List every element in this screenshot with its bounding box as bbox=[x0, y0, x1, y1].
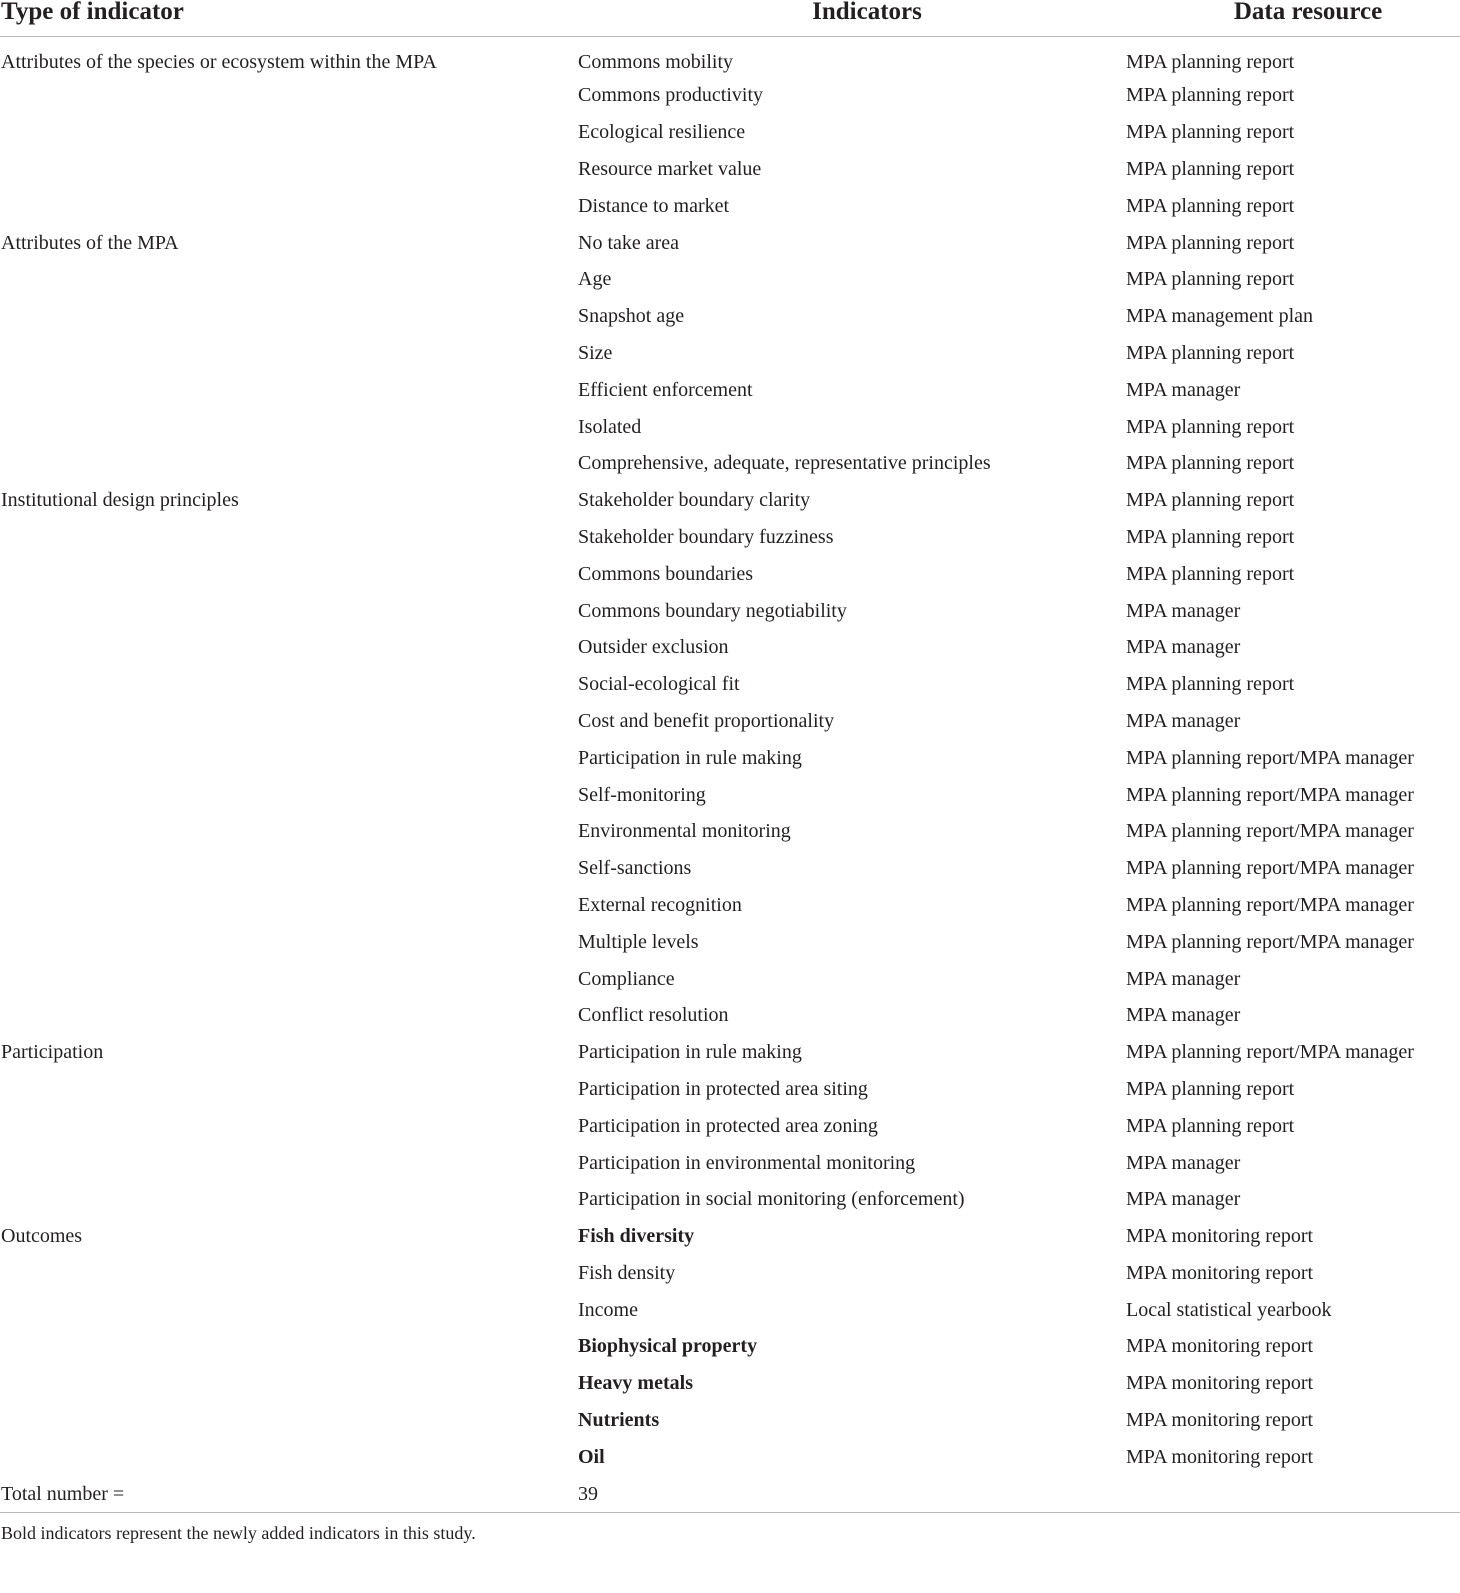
indicator-type-cell bbox=[0, 1291, 578, 1328]
indicator-cell: Stakeholder boundary fuzziness bbox=[578, 525, 834, 548]
data-resource-cell: MPA planning report/MPA manager bbox=[1126, 930, 1414, 953]
indicator-type-cell bbox=[0, 187, 578, 224]
indicator-cell: Outsider exclusion bbox=[578, 636, 729, 659]
table-row bbox=[0, 960, 1460, 997]
table-row bbox=[0, 37, 1460, 78]
data-resource-cell: MPA management plan bbox=[1126, 305, 1314, 328]
indicator-cell: Social-ecological fit bbox=[578, 673, 740, 696]
indicator-type-cell bbox=[0, 887, 578, 924]
indicator-cell: Isolated bbox=[578, 415, 642, 438]
indicator-type-cell: Participation bbox=[1, 1041, 104, 1064]
data-resource-cell: MPA monitoring report bbox=[1126, 1225, 1314, 1248]
table-row bbox=[0, 482, 1460, 519]
indicator-cell: Ecological resilience bbox=[578, 121, 746, 144]
data-resource-cell: MPA planning report bbox=[1126, 1114, 1295, 1137]
indicator-type-cell bbox=[0, 555, 578, 592]
indicator-type-cell bbox=[0, 1328, 578, 1365]
data-resource-cell: MPA planning report/MPA manager bbox=[1126, 746, 1414, 769]
indicator-type-cell bbox=[0, 1438, 578, 1475]
data-resource-cell: MPA planning report bbox=[1126, 1077, 1295, 1100]
table-row bbox=[0, 445, 1460, 482]
indicator-cell: Conflict resolution bbox=[578, 1004, 729, 1027]
indicator-type-cell bbox=[0, 298, 578, 335]
table-row bbox=[0, 1328, 1460, 1365]
table-row bbox=[0, 1218, 1460, 1255]
data-resource-cell: MPA planning report bbox=[1126, 157, 1295, 180]
data-resource-cell: MPA planning report/MPA manager bbox=[1126, 1041, 1414, 1064]
table-row bbox=[0, 776, 1460, 813]
data-resource-cell: MPA monitoring report bbox=[1126, 1372, 1314, 1395]
indicator-type-cell bbox=[0, 408, 578, 445]
column-header-type: Type of indicator bbox=[0, 0, 578, 37]
indicator-type-cell bbox=[0, 960, 578, 997]
indicator-cell: Participation in environmental monitoring bbox=[578, 1151, 916, 1174]
table-row bbox=[0, 887, 1460, 924]
indicator-type-cell bbox=[0, 923, 578, 960]
data-resource-cell: MPA manager bbox=[1126, 1004, 1241, 1027]
table-row bbox=[0, 1402, 1460, 1439]
indicator-type-cell bbox=[0, 335, 578, 372]
indicator-cell: Multiple levels bbox=[578, 930, 699, 953]
indicator-type-cell bbox=[0, 813, 578, 850]
table-row bbox=[0, 408, 1460, 445]
table-row bbox=[0, 997, 1460, 1034]
data-resource-cell: MPA manager bbox=[1126, 1188, 1241, 1211]
indicator-cell: Size bbox=[578, 341, 613, 364]
table-row bbox=[0, 298, 1460, 335]
indicator-type-cell bbox=[0, 776, 578, 813]
table-row bbox=[0, 371, 1460, 408]
table-row bbox=[0, 555, 1460, 592]
indicator-type-cell bbox=[0, 592, 578, 629]
data-resource-cell: MPA monitoring report bbox=[1126, 1261, 1314, 1284]
indicator-type-cell: Institutional design principles bbox=[1, 489, 239, 512]
indicator-cell: Participation in rule making bbox=[578, 1041, 802, 1064]
indicator-type-cell bbox=[0, 114, 578, 151]
indicator-cell: Self-sanctions bbox=[578, 857, 692, 880]
table-row bbox=[0, 813, 1460, 850]
data-resource-cell: MPA planning report bbox=[1126, 121, 1295, 144]
table-header bbox=[0, 0, 1460, 37]
indicator-cell: Resource market value bbox=[578, 157, 762, 180]
table-row bbox=[0, 224, 1460, 261]
indicator-type-cell: Attributes of the MPA bbox=[1, 231, 179, 254]
data-resource-cell: MPA planning report bbox=[1126, 231, 1295, 254]
table-row bbox=[0, 1144, 1460, 1181]
indicator-type-cell: Attributes of the species or ecosystem within the MPA bbox=[1, 51, 437, 73]
data-resource-cell: MPA manager bbox=[1126, 378, 1241, 401]
column-header-resource: Data resource bbox=[1126, 0, 1460, 37]
data-resource-cell: MPA planning report bbox=[1126, 51, 1295, 73]
indicator-cell: Age bbox=[578, 268, 612, 291]
data-resource-cell: MPA planning report/MPA manager bbox=[1126, 783, 1414, 806]
indicator-cell: Environmental monitoring bbox=[578, 820, 791, 843]
data-resource-cell: MPA planning report/MPA manager bbox=[1126, 857, 1414, 880]
data-resource-cell: MPA planning report bbox=[1126, 194, 1295, 217]
indicator-type-cell bbox=[0, 371, 578, 408]
indicator-type-cell bbox=[0, 629, 578, 666]
table-footnote: Bold indicators represent the newly added indicators in this study. bbox=[1, 1523, 476, 1544]
data-resource-cell: MPA planning report bbox=[1126, 268, 1295, 291]
table-row bbox=[0, 592, 1460, 629]
indicator-cell: Heavy metals bbox=[578, 1372, 693, 1395]
indicator-cell: Participation in protected area zoning bbox=[578, 1114, 878, 1137]
indicator-type-cell bbox=[0, 519, 578, 556]
indicator-cell: Distance to market bbox=[578, 194, 730, 217]
data-resource-cell: MPA planning report bbox=[1126, 415, 1295, 438]
data-resource-cell: MPA planning report/MPA manager bbox=[1126, 893, 1414, 916]
data-resource-cell: MPA planning report bbox=[1126, 341, 1295, 364]
total-label: Total number = bbox=[0, 1475, 578, 1512]
table-row bbox=[0, 261, 1460, 298]
indicator-type-cell bbox=[0, 703, 578, 740]
total-empty-cell bbox=[1126, 1475, 1460, 1512]
table-row bbox=[0, 1291, 1460, 1328]
indicator-cell: Oil bbox=[578, 1445, 605, 1468]
indicator-cell: Commons productivity bbox=[578, 84, 763, 107]
indicator-type-cell bbox=[0, 1071, 578, 1108]
indicator-cell: Comprehensive, adequate, representative principles bbox=[578, 452, 991, 475]
column-header-indicators: Indicators bbox=[578, 0, 1126, 37]
table-row bbox=[0, 335, 1460, 372]
header-row bbox=[0, 0, 1460, 37]
data-resource-cell: MPA monitoring report bbox=[1126, 1335, 1314, 1358]
table-row bbox=[0, 519, 1460, 556]
table-row bbox=[0, 1365, 1460, 1402]
indicator-cell: Compliance bbox=[578, 967, 675, 990]
total-row bbox=[0, 1475, 1460, 1512]
indicator-type-cell bbox=[0, 850, 578, 887]
indicator-cell: Income bbox=[578, 1298, 638, 1321]
total-value: 39 bbox=[578, 1475, 1126, 1512]
data-resource-cell: MPA manager bbox=[1126, 636, 1241, 659]
indicator-type-cell bbox=[0, 1144, 578, 1181]
data-resource-cell: MPA monitoring report bbox=[1126, 1409, 1314, 1432]
table-row bbox=[0, 1438, 1460, 1475]
indicator-cell: Cost and benefit proportionality bbox=[578, 709, 835, 732]
indicator-cell: Biophysical property bbox=[578, 1335, 758, 1358]
data-resource-cell: MPA planning report bbox=[1126, 489, 1295, 512]
data-resource-cell: MPA planning report bbox=[1126, 525, 1295, 548]
table-row bbox=[0, 666, 1460, 703]
indicator-cell: Fish diversity bbox=[578, 1225, 695, 1248]
table-row bbox=[0, 1255, 1460, 1292]
indicator-type-cell bbox=[0, 1255, 578, 1292]
indicator-type-cell bbox=[0, 1107, 578, 1144]
data-resource-cell: MPA manager bbox=[1126, 709, 1241, 732]
data-resource-cell: MPA planning report bbox=[1126, 452, 1295, 475]
table-row bbox=[0, 923, 1460, 960]
indicator-type-cell bbox=[0, 1365, 578, 1402]
indicator-cell: Nutrients bbox=[578, 1409, 660, 1432]
indicator-type-cell bbox=[0, 1402, 578, 1439]
indicator-cell: Commons mobility bbox=[578, 51, 734, 73]
indicator-type-cell: Outcomes bbox=[1, 1225, 83, 1248]
indicator-type-cell bbox=[0, 261, 578, 298]
indicator-cell: Stakeholder boundary clarity bbox=[578, 489, 811, 512]
indicator-cell: Participation in protected area siting bbox=[578, 1077, 868, 1100]
indicator-cell: Commons boundaries bbox=[578, 562, 753, 585]
data-resource-cell: MPA monitoring report bbox=[1126, 1445, 1314, 1468]
indicator-cell: Self-monitoring bbox=[578, 783, 706, 806]
table-row bbox=[0, 187, 1460, 224]
indicator-cell: Fish density bbox=[578, 1261, 676, 1284]
table-row bbox=[0, 77, 1460, 114]
indicator-cell: Participation in rule making bbox=[578, 746, 802, 769]
table-row bbox=[0, 151, 1460, 188]
table-row bbox=[0, 1071, 1460, 1108]
table-body bbox=[0, 37, 1460, 1513]
table-row bbox=[0, 1107, 1460, 1144]
indicator-type-cell bbox=[0, 445, 578, 482]
indicator-type-cell bbox=[0, 1181, 578, 1218]
data-resource-cell: MPA planning report bbox=[1126, 562, 1295, 585]
data-resource-cell: MPA manager bbox=[1126, 1151, 1241, 1174]
indicator-type-cell bbox=[0, 997, 578, 1034]
table-row bbox=[0, 739, 1460, 776]
indicator-cell: Snapshot age bbox=[578, 305, 685, 328]
indicator-cell: Efficient enforcement bbox=[578, 378, 753, 401]
table-row bbox=[0, 629, 1460, 666]
indicator-type-cell bbox=[0, 666, 578, 703]
data-resource-cell: MPA planning report bbox=[1126, 84, 1295, 107]
data-resource-cell: MPA planning report bbox=[1126, 673, 1295, 696]
table-row bbox=[0, 114, 1460, 151]
indicator-cell: Commons boundary negotiability bbox=[578, 599, 847, 622]
indicator-type-cell bbox=[0, 151, 578, 188]
data-resource-cell: MPA planning report/MPA manager bbox=[1126, 820, 1414, 843]
indicator-cell: External recognition bbox=[578, 893, 742, 916]
indicator-type-cell bbox=[0, 739, 578, 776]
data-resource-cell: MPA manager bbox=[1126, 599, 1241, 622]
data-resource-cell: MPA manager bbox=[1126, 967, 1241, 990]
table-row bbox=[0, 703, 1460, 740]
indicator-type-cell bbox=[0, 77, 578, 114]
table-row bbox=[0, 850, 1460, 887]
data-resource-cell: Local statistical yearbook bbox=[1126, 1298, 1332, 1321]
table-row bbox=[0, 1181, 1460, 1218]
indicator-cell: Participation in social monitoring (enforcement) bbox=[578, 1188, 965, 1211]
table-row bbox=[0, 1034, 1460, 1071]
indicator-cell: No take area bbox=[578, 231, 680, 254]
